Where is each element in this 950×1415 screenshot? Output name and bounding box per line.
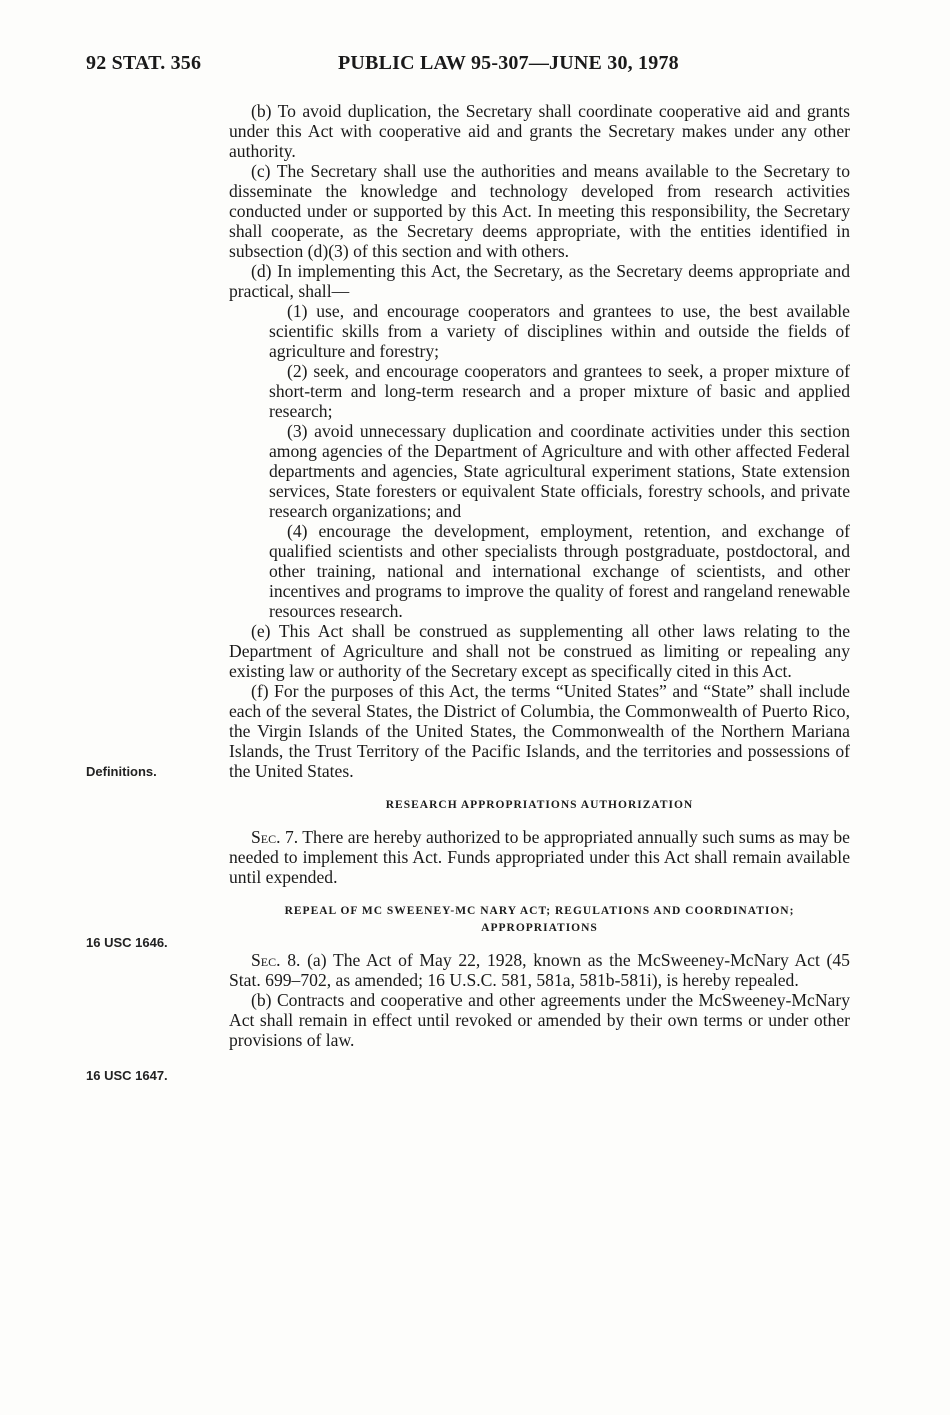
paragraph-c: (c) The Secretary shall use the authorities and means available to the Secretary to disseminate the knowledge and technology developed from research activities conducted under or supported by this Act. In meeting this responsibility, the Secretary shall cooperate, as the Secretary deems appropriate, with the entities identified in subsection (d)(3) of this section and with others. xyxy=(229,161,850,261)
section-heading-repeal: REPEAL OF MC SWEENEY-MC NARY ACT; REGULATIONS AND COORDINATION; APPROPRIATIONS xyxy=(284,905,795,934)
paragraph-b: (b) To avoid duplication, the Secretary shall coordinate cooperative aid and grants under this Act with cooperative aid and grants the Secretary makes under any other authority. xyxy=(229,101,850,161)
section-8a xyxy=(229,950,850,990)
paragraph-e: (e) This Act shall be construed as supplementing all other laws relating to the Department of Agriculture and shall not be construed as limiting or repealing any existing law or authority of the Secretary except as specifically cited in this Act. xyxy=(229,621,850,681)
paragraph-f: (f) For the purposes of this Act, the terms “United States” and “State” shall include each of the several States, the District of Columbia, the Commonwealth of Puerto Rico, the Virgin Islands of the United States, the Commonwealth of the Northern Mariana Islands, the Trust Territory of the Pacific Islands, and the territories and possessions of the United States. xyxy=(229,681,850,781)
list-item-3: (3) avoid unnecessary duplication and coordinate activities under this section among agencies of the Department of Agriculture and with other affected Federal departments and agencies, State agricultural experiment stations, State extension services, State foresters or equivalent State officials, forestry schools, and private research organizations; and xyxy=(269,421,850,521)
statute-body xyxy=(229,101,850,1050)
section-7-text: There are hereby authorized to be appropriated annually such sums as may be needed to implement this Act. Funds appropriated under this Act shall remain available until expended. xyxy=(229,827,850,887)
margin-note-16-usc-1646: 16 USC 1646. xyxy=(86,935,168,950)
paragraph-d: (d) In implementing this Act, the Secretary, as the Secretary deems appropriate and practical, shall— xyxy=(229,261,850,301)
page-header xyxy=(86,52,846,82)
section-8-label: Sec. 8. xyxy=(251,950,301,970)
margin-note-definitions: Definitions. xyxy=(86,764,157,779)
section-heading-research: RESEARCH APPROPRIATIONS AUTHORIZATION xyxy=(385,799,694,811)
section-7 xyxy=(229,827,850,887)
public-law-title: PUBLIC LAW 95-307—JUNE 30, 1978 xyxy=(338,52,679,74)
section-7-label: Sec. 7. xyxy=(251,827,299,847)
margin-note-16-usc-1647: 16 USC 1647. xyxy=(86,1068,168,1083)
section-8a-text: (a) The Act of May 22, 1928, known as the McSweeney-McNary Act (45 Stat. 699–702, as amended; 16 U.S.C. 581, 581a, 581b-581i), is hereby repealed. xyxy=(229,950,850,990)
stat-page-number: 92 STAT. 356 xyxy=(86,52,202,74)
list-item-1: (1) use, and encourage cooperators and grantees to use, the best available scientific skills from a variety of disciplines within and outside the fields of agriculture and forestry; xyxy=(269,301,850,361)
list-item-2: (2) seek, and encourage cooperators and grantees to seek, a proper mixture of short-term and long-term research and a proper mixture of basic and applied research; xyxy=(269,361,850,421)
paragraph-8b: (b) Contracts and cooperative and other agreements under the McSweeney-McNary Act shall remain in effect until revoked or amended by their own terms or under other provisions of law. xyxy=(229,990,850,1050)
list-item-4: (4) encourage the development, employment, retention, and exchange of qualified scientists and other specialists through postgraduate, postdoctoral, and other training, national and international exchange of scientists, and other incentives and programs to improve the quality of forest and rangeland renewable resources research. xyxy=(269,521,850,621)
